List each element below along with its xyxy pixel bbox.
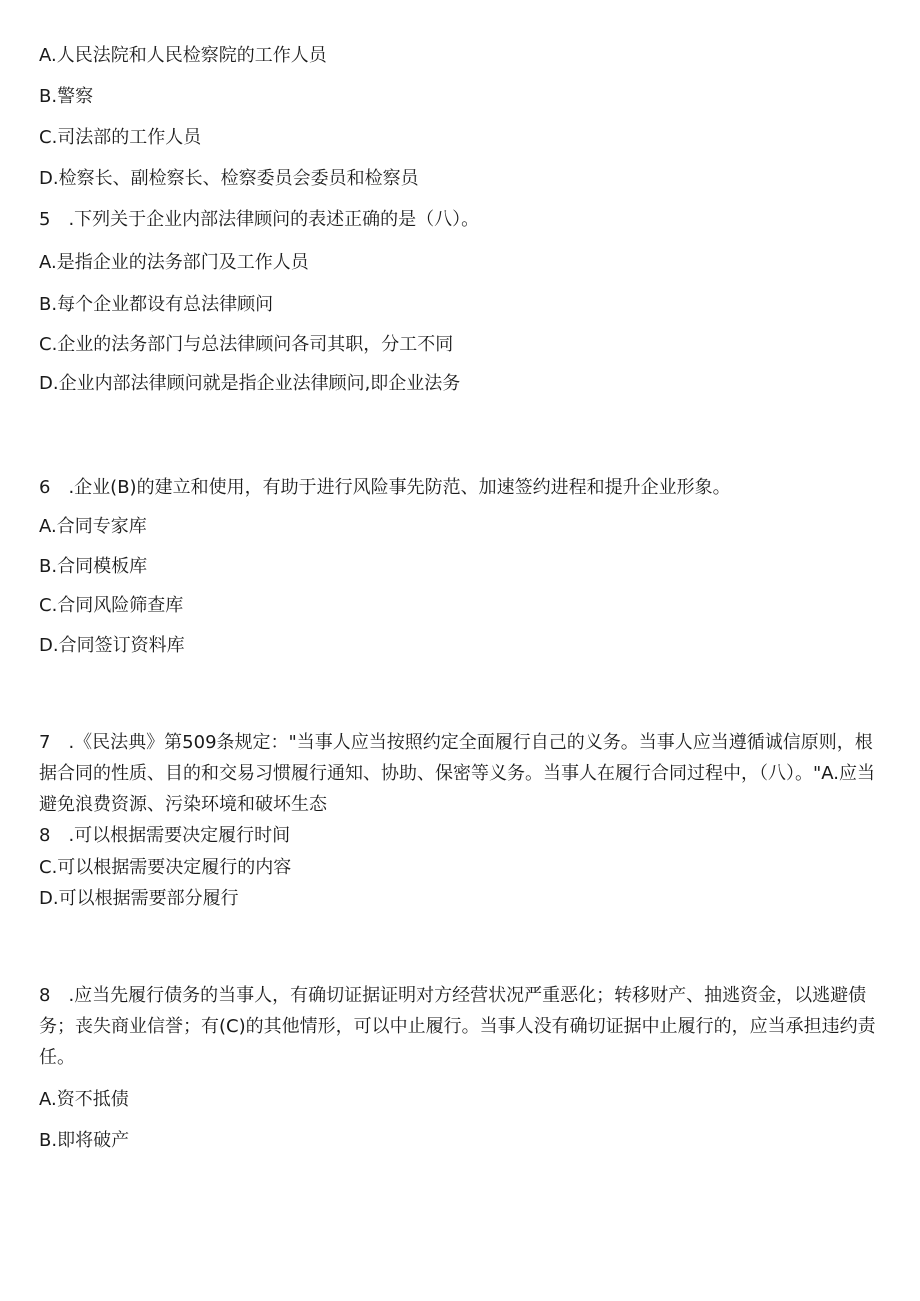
q8-option-a: A.资不抵债	[39, 1089, 129, 1110]
q6-option-c: C.合同风险筛查库	[39, 595, 184, 616]
q6-option-b: B.合同模板库	[39, 556, 148, 577]
q6-question: 6 .企业(B)的建立和使用，有助于进行风险事先防范、加速签约进程和提升企业形象。	[39, 477, 731, 498]
q6-option-a: A.合同专家库	[39, 516, 147, 537]
q7-option-c: C.可以根据需要决定履行的内容	[39, 857, 292, 878]
q5-question: 5 .下列关于企业内部法律顾问的表述正确的是（八）。	[39, 209, 480, 230]
q7-option-d: D.可以根据需要部分履行	[39, 888, 239, 909]
q5-option-a: A.是指企业的法务部门及工作人员	[39, 252, 309, 273]
q5-option-d: D.企业内部法律顾问就是指企业法律顾问,即企业法务	[39, 373, 461, 394]
q4-option-d: D.检察长、副检察长、检察委员会委员和检察员	[39, 168, 419, 189]
q7-question: 7 .《民法典》第509条规定："当事人应当按照约定全面履行自己的义务。当事人应当遵循诚信原则，根据合同的性质、目的和交易习惯履行通知、协助、保密等义务。当事人在履行合同过程中，（八）。"A.应当避免浪费资源、污染环境和破坏生态	[39, 732, 875, 815]
q5-option-b: B.每个企业都设有总法律顾问	[39, 294, 274, 315]
q6-option-d: D.合同签订资料库	[39, 635, 185, 656]
q8-option-b: B.即将破产	[39, 1130, 130, 1151]
q7-option-b: 8 .可以根据需要决定履行时间	[39, 825, 291, 846]
q4-option-b: B.警察	[39, 86, 94, 107]
q4-option-c: C.司法部的工作人员	[39, 127, 202, 148]
q5-option-c: C.企业的法务部门与总法律顾问各司其职，分工不同	[39, 334, 454, 355]
q8-question: 8 .应当先履行债务的当事人，有确切证据证明对方经营状况严重恶化；转移财产、抽逃资金，以逃避债务；丧失商业信誉；有(C)的其他情形，可以中止履行。当事人没有确切证据中止履行的，应当承担违约责任。	[39, 985, 876, 1068]
q4-option-a: A.人民法院和人民检察院的工作人员	[39, 45, 327, 66]
